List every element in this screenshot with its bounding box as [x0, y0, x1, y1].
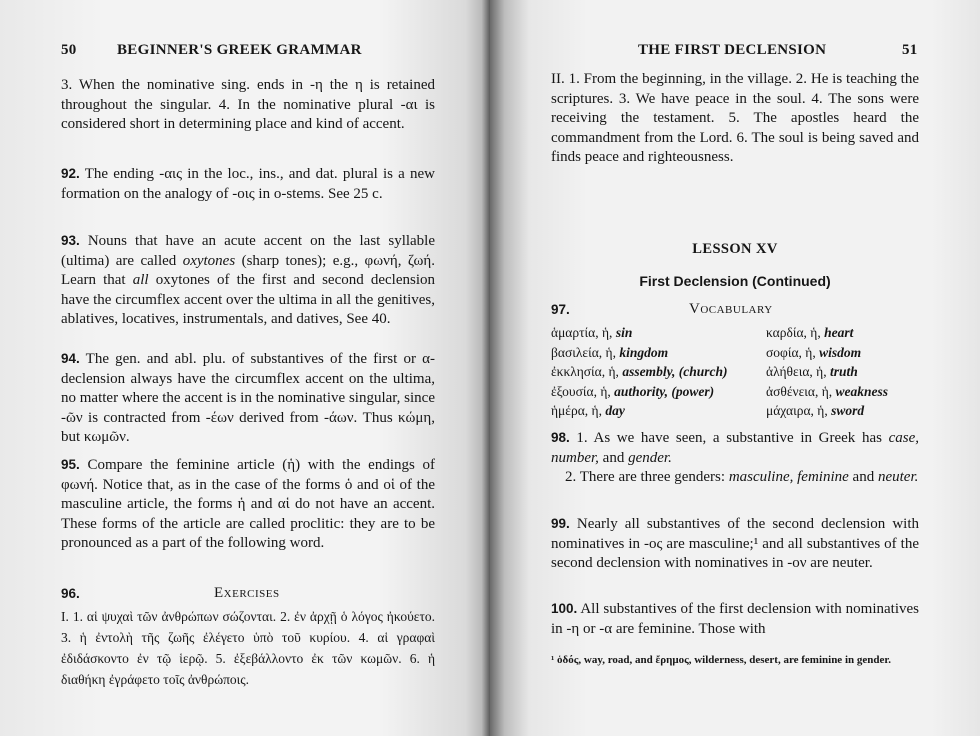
section-100	[551, 599, 919, 639]
vocab-column-left	[551, 323, 728, 421]
section-text: All substantives of the first declension with nominatives in -η or -α are feminine. Those with	[551, 601, 919, 637]
section-91-continued: 3. When the nominative sing. ends in -η the η is retained throughout the singular. 4. In the nominative plural -αι is considered short in determining place and kind of accent.	[61, 77, 435, 133]
section-99	[551, 514, 919, 574]
section-number: 92.	[61, 166, 80, 181]
vocabulary-heading: Vocabulary	[689, 301, 773, 317]
italic-term: gender.	[628, 449, 672, 466]
vocab-entry: ἐκκλησία, ἡ, assembly, (church)	[551, 364, 728, 380]
vocab-entry: μάχαιρα, ἡ, sword	[766, 403, 865, 419]
exercises-english: II. 1. From the beginning, in the village. 2. He is teaching the scriptures. 3. We have peace in the soul. 4. The sons were receiving the testament. 5. The apostles heard the commandment from the Lord. 6. The soul is being saved and finds peace and righteousness.	[551, 71, 919, 166]
section-number: 97.	[551, 302, 570, 317]
vocab-column-right	[766, 323, 888, 421]
vocab-entry: ἁμαρτία, ἡ, sin	[551, 325, 633, 340]
right-running-head: THE FIRST DECLENSION	[638, 42, 827, 58]
section-text: Nouns that have an acute accent on the last syllable (ultima) are called	[61, 233, 436, 269]
lesson-title: LESSON XV	[692, 241, 778, 257]
left-running-head: BEGINNER'S GREEK GRAMMAR	[117, 42, 362, 58]
italic-term: oxytones	[182, 252, 236, 269]
exercises-heading: Exercises	[214, 585, 280, 601]
section-94	[61, 349, 435, 448]
italic-term: all	[132, 272, 149, 289]
vocab-entry: ἀσθένεια, ἡ, weakness	[766, 383, 889, 399]
section-95	[61, 455, 435, 554]
section-number: 96.	[61, 586, 80, 601]
italic-term: neuter.	[877, 469, 919, 486]
section-number: 100.	[551, 601, 578, 616]
section-number: 98.	[551, 430, 570, 445]
section-text: oxytones of the first and second declension have the circumflex accent over the ultima in all the genitives, ablatives, locatives, instrumentals, and datives, See 40.	[61, 272, 436, 328]
section-97-heading	[551, 300, 919, 321]
section-text: The gen. and abl. plu. of substantives of the first or α- declension always have the circumflex accent on the ultima, no matter where the accent is in the nominative singular, since -ῶν is contracted from -έων derived from -άων. Thus κώμη, but κωμῶν.	[61, 351, 435, 446]
vocab-entry: ἀλήθεια, ἡ, truth	[766, 364, 858, 380]
right-page-number: 51	[902, 42, 918, 58]
italic-term: case, number,	[551, 430, 919, 466]
section-93	[61, 231, 435, 330]
italic-term: masculine, feminine	[728, 469, 849, 486]
lesson-subtitle: First Declension (Continued)	[639, 273, 831, 289]
exercises-greek: I. 1. αἱ ψυχαὶ τῶν ἀνθρώπων σώζονται. 2. ἐν ἀρχῇ ὁ λόγος ἠκούετο. 3. ἡ ἐντολὴ τῆς ζωῆς ἐλέγετο ὑπὸ τοῦ κυρίου. 4. αἱ γραφαὶ ἐδιδάσκοντο ἐν τῷ ἱερῷ. 5. ἐξεβάλλοντο ἐκ τῶν κωμῶν. 6. ἡ διαθήκη ἐγράφετο τοῖς ἀνθρώποις.	[61, 609, 435, 687]
section-number: 93.	[61, 233, 80, 248]
footnote: ¹ ὁδός, way, road, and ἔρημος, wilderness, desert, are feminine in gender.	[551, 654, 891, 666]
section-96-heading	[61, 584, 435, 605]
vocab-entry: ἡμέρα, ἡ, day	[551, 403, 625, 419]
section-text: Nearly all substantives of the second declension with nominatives in -ος are masculine;¹ and all substantives of the second declension with nominatives in -ον are neuter.	[551, 516, 920, 572]
section-text: 1. As we have seen, a substantive in Greek has	[576, 430, 882, 446]
vocab-entry: ἐξουσία, ἡ, authority, (power)	[551, 383, 715, 399]
section-text: The ending -αις in the loc., ins., and dat. plural is a new formation on the analogy of -οις in o-stems. See 25 c.	[61, 166, 436, 202]
section-92	[61, 164, 435, 204]
section-number: 99.	[551, 516, 570, 531]
section-98	[551, 428, 919, 488]
section-text: (sharp tones); e.g., φωνή, ζωή. Learn that	[61, 252, 436, 289]
section-text: Compare the feminine article (ἡ) with the endings of φωνή. Notice that, as in the case of the forms ὁ and οἱ of the masculine article, the forms ἡ and αἱ do not have an accent. These forms of the article are called proclitic: they are to be pronounced as a part of the following word.	[61, 457, 436, 552]
vocab-entry: καρδία, ἡ, heart	[766, 325, 854, 340]
vocab-entry: σοφία, ἡ, wisdom	[766, 344, 862, 360]
left-page-number: 50	[61, 42, 77, 58]
section-number: 94.	[61, 351, 80, 366]
section-98-part-2: 2. There are three genders: masculine, feminine and neuter.	[565, 469, 919, 486]
section-text: and	[602, 449, 625, 466]
vocab-entry: βασιλεία, ἡ, kingdom	[551, 344, 669, 360]
section-number: 95.	[61, 457, 80, 472]
